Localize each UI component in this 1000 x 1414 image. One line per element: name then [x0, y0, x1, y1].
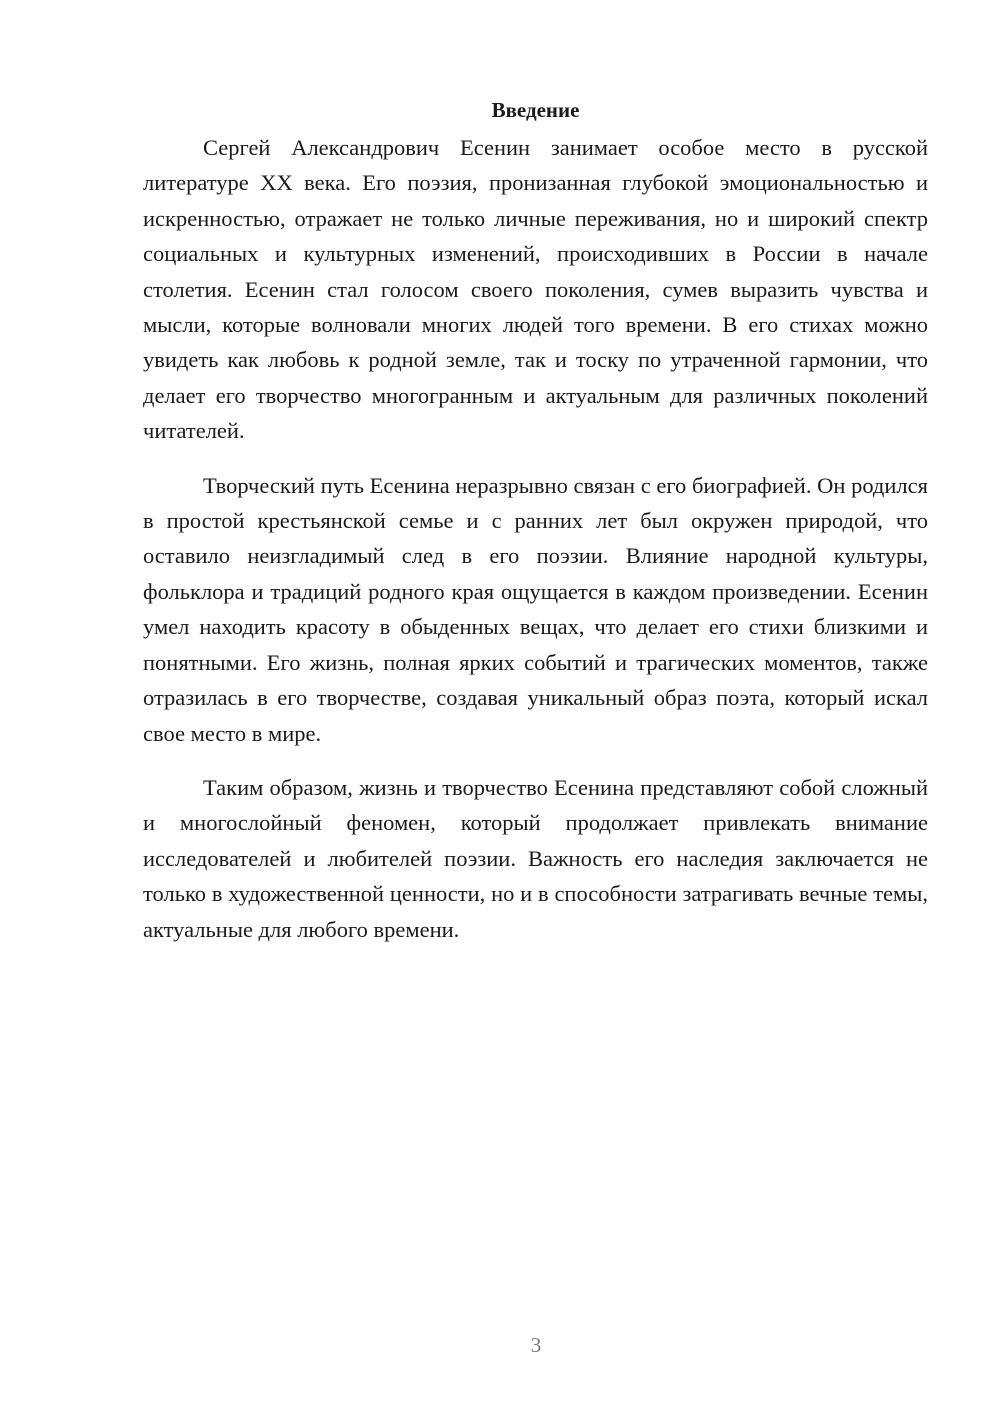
paragraph-3: Таким образом, жизнь и творчество Есенина представляют собой сложный и многослойный феномен, который продолжает привлекать внимание исследователей и любителей поэзии. Важность его наследия заключается не только в художественной ценности, но и в способности затрагивать вечные темы, актуальные для любого времени. — [143, 774, 928, 942]
page-content — [143, 93, 928, 947]
paragraph-2: Творческий путь Есенина неразрывно связан с его биографией. Он родился в простой крестьянской семье и с ранних лет был окружен природой, что оставило неизгладимый след в его поэзии. Влияние народной культуры, фольклора и традиций родного края ощущается в каждом произведении. Есенин умел находить красоту в обыденных вещах, что делает его стихи близкими и понятными. Его жизнь, полная ярких событий и трагических моментов, также отразилась в его творчестве, создавая уникальный образ поэта, который искал свое место в мире. — [143, 472, 928, 746]
section-heading: Введение — [491, 98, 580, 122]
paragraph-1: Сергей Александрович Есенин занимает особое место в русской литературе XX века. Его поэзия, пронизанная глубокой эмоциональностью и искренностью, отражает не только личные переживания, но и широкий спектр социальных и культурных изменений, происходивших в России в начале столетия. Есенин стал голосом своего поколения, сумев выразить чувства и мысли, которые волновали многих людей того времени. В его стихах можно увидеть как любовь к родной земле, так и тоску по утраченной гармонии, что делает его творчество многогранным и актуальным для различных поколений читателей. — [143, 135, 928, 444]
page-number: 3 — [530, 1333, 542, 1357]
